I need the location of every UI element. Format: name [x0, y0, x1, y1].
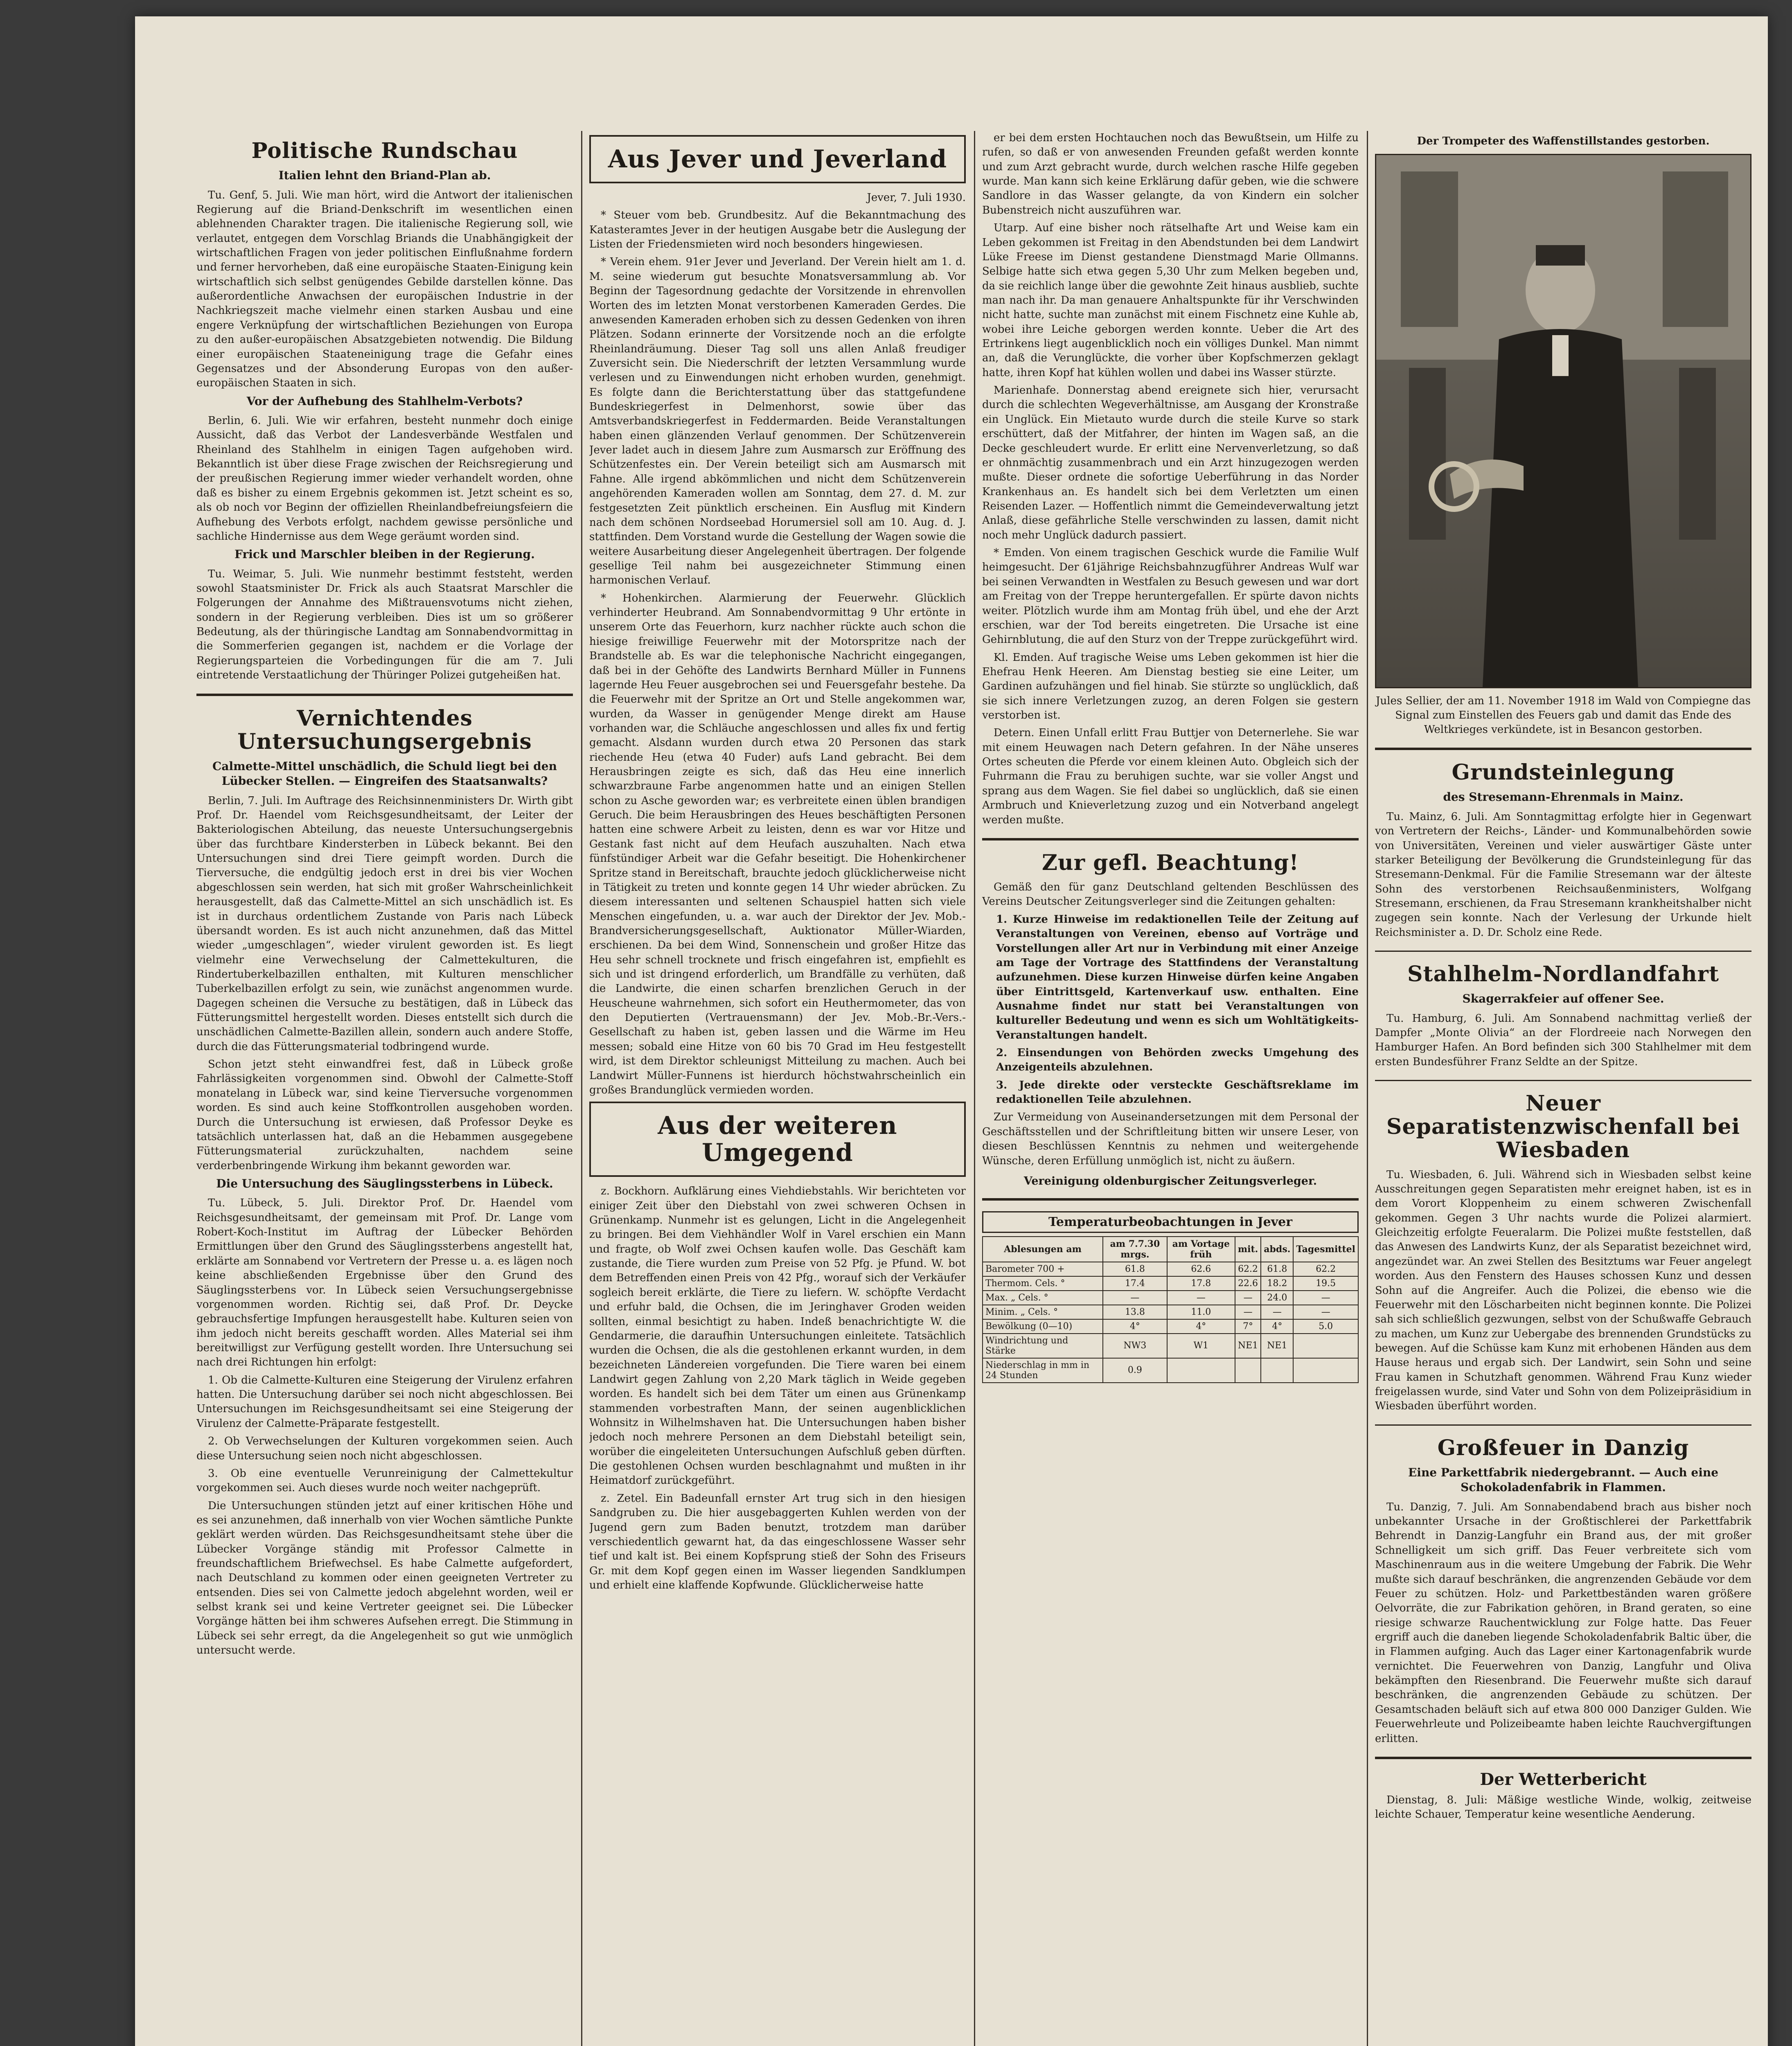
table-cell: 24.0: [1261, 1291, 1293, 1305]
weather-table: [982, 1236, 1359, 1383]
article-text: Tu. Lübeck, 5. Juli. Direktor Prof. Dr. Haendel vom Reichsgesundheitsamt, der gemeinsam mit Prof. Dr. Lange vom Robert-Koch-Institut im Auftrag der Lübecker Behörden Ermittlungen über den Grund des Säuglingssterbens angestellt hat, erklärte am Sonnabend vor Vertretern der Presse u. a. es lägen noch keine abschließenden Ergebnisse über den Grund des Säuglingssterbens vor. In Lübeck seien Versuchungsergebnisse vorgenommen worden. Richtig sei, daß Prof. Dr. Deycke gebrauchsfertige Impfungen herausgestellt habe. Kulturen seien von ihm jedoch nicht bereits geschafft worden. Alles Material sei ihm bereitwilligst zur Verfügung gestellt worden. Ihre Untersuchung sei nach drei Richtungen hin erfolgt:: [196, 1197, 573, 1369]
table-cell: —: [1167, 1291, 1235, 1305]
table-cell: Niederschlag in mm in 24 Stunden: [983, 1358, 1103, 1383]
article-text: Tu. Weimar, 5. Juli. Wie nunmehr bestimmt feststeht, werden sowohl Staatsminister Dr. Frick als auch Staatsrat Marschler die Folgerungen der Annahme des Mißtrauensvotums nicht ziehen, sondern in der Regierung verbleiben. Dies ist um so größerer Bedeutung, als der thüringische Landtag am Sonnabendvormittag in die Sommerferien gegangen ist, nachdem er die Vorlage der Regierungsparteien die Vorbedingungen für die am 7. Juli eintretende Verstaatlichung der Thüringer Polizei gutgeheißen hat.: [196, 568, 573, 682]
column-rule: [581, 131, 582, 2046]
table-cell: NE1: [1261, 1334, 1293, 1358]
weather-table-header: [983, 1237, 1358, 1262]
photo-headline: Der Trompeter des Waffenstillstandes gestorben.: [1417, 135, 1710, 147]
article-text: * Verein ehem. 91er Jever und Jeverland. Der Verein hielt am 1. d. M. seine wiederum gut besuchte Monatsversammlung ab. Vor Beginn der Tagesordnung gedachte der Vorsitzende in ehrenvollen Worten des im letzten Monat verstorbenen Kameraden Gerdes. Die anwesenden Kameraden erhoben sich zu dessen Gedenken von ihren Plätzen. Sodann erinnerte der Vorsitzende noch an die erfolgte Rheinlandräumung. Dieser Tag soll uns allen Anlaß freudiger Zuversicht sein. Die Niederschrift der letzten Versammlung wurde verlesen und zu Einwendungen nicht erhoben wurden, genehmigt. Es folgte dann die Berichterstattung über das stattgefundene Bundeskriegerfest in Delmenhorst, sowie über das Amtsverbandskriegerfest in Feddermarden. Beide Veranstaltungen haben einen glänzenden Verlauf genommen. Der Schützenverein Jever ladet auch in diesem Jahre zum Ausmarsch zur Eröffnung des Schützenfestes ein. Der Verein beteiligt sich am Ausmarsch mit Fahne. Alle irgend abkömmlichen und nicht dem Schützenverein angehörenden Kameraden wollen am Sonntag, dem 27. d. M. zur festgesetzten Zeit pünktlich erscheinen. Ein Ausflug mit Kindern nach dem schönen Nordseebad Horumersiel soll am 10. Aug. d. J. stattfinden. Dem Vorstand wurde die Gestellung der Wagen sowie die weitere Ausarbeitung dieser Angelegenheit übertragen. Der folgende gesellige Teil nahm bei ausgezeichneter Stimmung einen harmonischen Verlauf.: [589, 256, 966, 587]
article-text: Berlin, 7. Juli. Im Auftrage des Reichsinnenministers Dr. Wirth gibt Prof. Dr. Haendel vom Reichsgesundheitsamt, der Leiter der Bakteriologischen Abteilung, das neueste Untersuchungsergebnis über das furchtbare Kindersterben in Lübeck bekannt. Bei den Untersuchungen sind drei Tiere geimpft worden. Durch die Tierversuche, die endgültig jedoch erst in drei bis vier Wochen abgeschlossen sein werden, hat sich mit großer Wahrscheinlichkeit herausgestellt, daß das Calmette-Mittel an sich unschädlich ist. Es ist in durchaus ordentlichem Zustande von Paris nach Lübeck übersandt worden. Es ist auch nicht anzunehmen, daß das Mittel wieder „umgeschlagen“, wieder virulent geworden ist. Es liegt vielmehr eine Verwechselung der Calmettekulturen, die Rindertuberkelbazillen enthalten, mit Kulturen menschlicher Tuberkelbazillen erfolgt zu sein, wie zunächst angenommen wurde. Dagegen scheinen die Versuche zu bestätigen, daß in Lübeck das Fütterungsmittel hergestellt worden. Dieses entstellt sich durch die unschädlichen Calmette-Bazillen allein, sondern auch andere Stoffe, durch die das Fütterungsmaterial todbringend wurde.: [196, 794, 573, 1053]
article-subhead: Calmette-Mittel unschädlich, die Schuld liegt bei den Lübecker Stellen. — Eingreifen des Staatsanwalts?: [212, 759, 557, 788]
table-cell: —: [1261, 1305, 1293, 1319]
divider: [1375, 748, 1751, 750]
table-cell: [1235, 1358, 1261, 1383]
column-4: [1375, 131, 1751, 2046]
table-cell: 4°: [1103, 1319, 1167, 1334]
table-cell: 17.4: [1103, 1276, 1167, 1291]
table-header-cell: am Vortage früh: [1167, 1237, 1235, 1262]
article-text: * Emden. Von einem tragischen Geschick wurde die Familie Wulf heimgesucht. Der 61jährige Reichsbahnzugführer Andreas Wulf war bei seinen Verwandten in Westfalen zu Besuch gewesen und war dort am Freitag von der Treppe heruntergefallen. Er spürte davon nichts weiter. Plötzlich wurde ihm am Montag früh übel, und ehe der Arzt erschien, war der Tod bereits eingetreten. Die Ursache ist eine Gehirnblutung, die auf den Sturz von der Treppe zurückgeführt wird.: [982, 547, 1359, 646]
table-cell: 17.8: [1167, 1276, 1235, 1291]
table-cell: [1167, 1358, 1235, 1383]
article-text: * Steuer vom beb. Grundbesitz. Auf die Bekanntmachung des Katasteramtes Jever in der heutigen Ausgabe betr die Auslegung der Listen der Friedensmieten wird noch besonders hingewiesen.: [589, 209, 966, 251]
notice-text: Gemäß den für ganz Deutschland geltenden Beschlüssen des Vereins Deutscher Zeitungsverleger sind die Zeitungen gehalten:: [982, 881, 1359, 908]
article-headline: Großfeuer in Danzig: [1437, 1435, 1689, 1460]
notice-signature: Vereinigung oldenburgischer Zeitungsverleger.: [1023, 1174, 1317, 1187]
article-text: Marienhafe. Donnerstag abend ereignete sich hier, verursacht durch die schlechten Wegeverhältnisse, am Ausgang der Kronstraße ein Unglück. Ein Mietauto wurde durch die steile Kurve so stark erschüttert, daß der Mitfahrer, der hinten im Wagen saß, an die Decke geschleudert wurde. Er erlitt eine Nervenverletzung, so daß er ohnmächtig zusammenbrach und ein Arzt hinzugezogen werden mußte. Dieser ordnete die sofortige Ueberführung in das Norder Krankenhaus an. Es handelt sich bei dem Verletzten um einen Reisenden Lazer. — Hoffentlich nimmt die Gemeindeverwaltung jetzt Anlaß, diese gefährliche Stelle verschwinden zu lassen, damit nicht noch mehr Unglück dadurch passiert.: [982, 384, 1359, 541]
table-row: [983, 1291, 1358, 1305]
article-subhead: Italien lehnt den Briand-Plan ab.: [278, 169, 491, 183]
article-text: Detern. Einen Unfall erlitt Frau Buttjer von Deternerlehe. Sie war mit einem Heuwagen nach Detern gefahren. In der Nähe unseres Ortes scheuten die Pferde vor einem kleinen Auto. Obgleich sich der Fuhrmann die Frau zu beruhigen suchte, war sie voller Angst und sprang aus dem Wagen. Sie fiel dabei so unglücklich, daß sie einen Armbruch und Knieverletzung zuzog und ein Notverband angelegt werden mußte.: [982, 727, 1359, 826]
notice-item: 3. Jede direkte oder versteckte Geschäftsreklame im redaktionellen Teile abzulehnen.: [996, 1079, 1359, 1106]
article-text: Schon jetzt steht einwandfrei fest, daß in Lübeck große Fahrlässigkeiten vorgenommen sind. Obwohl der Calmette-Stoff monatelang in Lübeck war, sind keine Tierversuche vorgenommen worden. Es sind auch keine Stoffkontrollen ausgehoben worden. Durch die Untersuchung ist erwiesen, daß Professor Deyke es tatsächlich unterlassen hat, daß an die Hebammen ausgegebene Fütterungsmaterial zurückzuhalten, nachdem seine verderbenbringende Wirkung ihm bekannt geworden war.: [196, 1058, 573, 1172]
article-text: Kl. Emden. Auf tragische Weise ums Leben gekommen ist hier die Ehefrau Henk Heeren. Am Dienstag bestieg sie eine Leiter, um Gardinen aufzuhängen und fiel hinab. Sie stürzte so unglücklich, daß sie sich innere Verletzungen zuzog, an deren Folgen sie gestern verstorben ist.: [982, 651, 1359, 722]
article-text: Tu. Mainz, 6. Juli. Am Sonntagmittag erfolgte hier in Gegenwart von Vertretern der Reichs-, Länder- und Kommunalbehörden sowie von Universitäten, Vereinen und vieler auswärtiger Gäste unter starker Beteiligung der Bevölkerung die Grundsteinlegung für das Stresemann-Denkmal. Für die Familie Stresemann war der älteste Sohn des verstorbenen Reichsaußenministers, Wolfgang Stresemann, erschienen, da Frau Stresemann krankheitshalber nicht zugegen sein konnte. Nach der Verlesung der Urkunde hielt Reichsminister a. D. Dr. Scholz eine Rede.: [1375, 810, 1751, 939]
table-cell: 13.8: [1103, 1305, 1167, 1319]
article-headline: Stahlhelm-Nordlandfahrt: [1407, 962, 1719, 987]
table-cell: —: [1293, 1291, 1358, 1305]
divider: [1375, 1757, 1751, 1759]
trumpeter-photo-illustration: [1376, 155, 1751, 687]
table-cell: —: [1293, 1305, 1358, 1319]
news-photo: [1375, 154, 1751, 688]
article-text: 1. Ob die Calmette-Kulturen eine Steigerung der Virulenz erfahren hatten. Die Untersuchung darüber sei noch nicht abgeschlossen. Bei Untersuchungen im Reichsgesundheitsamt sei eine Steigerung der Virulenz der Calmette-Präparate festgestellt.: [196, 1374, 573, 1430]
table-cell: NW3: [1103, 1334, 1167, 1358]
table-cell: 62.6: [1167, 1262, 1235, 1276]
article-subhead: Vor der Aufhebung des Stahlhelm-Verbots?: [246, 394, 523, 408]
column-1: [196, 131, 573, 2046]
section-header-box: [589, 135, 966, 183]
table-cell: Barometer 700 +: [983, 1262, 1103, 1276]
newspaper-page: [135, 16, 1768, 2046]
table-cell: 5.0: [1293, 1319, 1358, 1334]
table-cell: NE1: [1235, 1334, 1261, 1358]
notice-item: 1. Kurze Hinweise im redaktionellen Teile der Zeitung auf Veranstaltungen von Vereinen, ebenso auf Vorträge und Vorstellungen aller Art nur in Verbindung mit einer Anzeige am Tage der Vortrage des Stattfindens der Veranstaltung aufzunehmen. Diese kurzen Hinweise dürfen keine Angaben über Eintrittsgeld, Kartenverkauf usw. enthalten. Eine Ausnahme findet nur statt bei Veranstaltungen von kultureller Bedeutung und wenn es sich um Wohltätigkeits-Veranstaltungen handelt.: [996, 913, 1359, 1041]
weather-table-body: [983, 1262, 1358, 1383]
column-2: [589, 131, 966, 2046]
photo-caption: Jules Sellier, der am 11. November 1918 im Wald von Compiegne das Signal zum Einstellen des Feuers gab und damit das Ende des Weltkrieges verkündete, ist in Besancon gestorben.: [1375, 695, 1751, 736]
article-text: Tu. Hamburg, 6. Juli. Am Sonnabend nachmittag verließ der Dampfer „Monte Olivia“ an der Flordreeie nach Norwegen den Hamburger Hafen. An Bord befinden sich 300 Stahlhelmer mit dem ersten Bundesführer Franz Seldte an der Spitze.: [1375, 1012, 1751, 1068]
divider: [1375, 951, 1751, 952]
table-cell: 11.0: [1167, 1305, 1235, 1319]
table-header-cell: Tagesmittel: [1293, 1237, 1358, 1262]
article-headline: Neuer Separatistenzwischenfall bei Wiesbaden: [1386, 1091, 1740, 1163]
column-3: [982, 131, 1359, 2046]
article-subhead: Die Untersuchung des Säuglingssterbens in Lübeck.: [216, 1177, 553, 1190]
table-cell: 19.5: [1293, 1276, 1358, 1291]
table-cell: Bewölkung (0—10): [983, 1319, 1103, 1334]
section-title: Aus der weiteren Umgegend: [658, 1111, 897, 1167]
table-cell: 7°: [1235, 1319, 1261, 1334]
table-row: [983, 1305, 1358, 1319]
table-row: [983, 1276, 1358, 1291]
table-cell: [1293, 1358, 1358, 1383]
table-cell: —: [1235, 1291, 1261, 1305]
article-text: z. Zetel. Ein Badeunfall ernster Art trug sich in den hiesigen Sandgruben zu. Die hier ausgebaggerten Kuhlen werden von der Jugend gern zum Baden benutzt, trotzdem man darüber verschiedentlich gewarnt hat, da das eingeschlossene Wasser sehr tief und kalt ist. Bei einem Kopfsprung stieß der Sohn des Friseurs Gr. mit dem Kopf gegen einen im Wasser liegenden Sandklumpen und erhielt eine klaffende Kopfwunde. Glücklicherweise hatte: [589, 1492, 966, 1591]
table-cell: —: [1235, 1305, 1261, 1319]
section-title: Aus Jever und Jeverland: [608, 145, 947, 174]
table-cell: 18.2: [1261, 1276, 1293, 1291]
article-text: er bei dem ersten Hochtauchen noch das Bewußtsein, um Hilfe zu rufen, so daß er von anwesenden Freunden gefaßt werden konnte und zum Arzt gebracht wurde, durch welchen rasche Hilfe gegeben wurde. Man kann sich keine Erklärung dafür geben, wie die schwere Sandlore in das Wasser gelangte, da von Kindern ein solcher Bubenstreich nicht auszuführen war.: [982, 132, 1359, 216]
table-row: [983, 1262, 1358, 1276]
table-row: [983, 1319, 1358, 1334]
table-cell: Windrichtung und Stärke: [983, 1334, 1103, 1358]
table-cell: Minim. „ Cels. °: [983, 1305, 1103, 1319]
table-cell: [1293, 1334, 1358, 1358]
article-subhead: Skagerrakfeier auf offener See.: [1462, 992, 1664, 1006]
table-cell: Max. „ Cels. °: [983, 1291, 1103, 1305]
divider: [1375, 1080, 1751, 1081]
table-cell: —: [1103, 1291, 1167, 1305]
weather-table-title: Temperaturbeobachtungen in Jever: [982, 1211, 1359, 1233]
column-rule: [974, 131, 975, 2046]
notice-list: [982, 913, 1359, 1107]
table-cell: W1: [1167, 1334, 1235, 1358]
table-cell: 4°: [1261, 1319, 1293, 1334]
article-text: 3. Ob eine eventuelle Verunreinigung der Calmettekultur vorgekommen sei. Auch dieses wurde noch weiter nachgeprüft.: [196, 1467, 573, 1494]
article-headline: Grundsteinlegung: [1452, 760, 1675, 785]
table-cell: 61.8: [1103, 1262, 1167, 1276]
article-text: Tu. Genf, 5. Juli. Wie man hört, wird die Antwort der italienischen Regierung auf die Briand-Denkschrift im wesentlichen einen ablehnenden Charakter tragen. Die italienische Regierung soll, wie verlautet, entgegen dem Vorschlag Briands die Unabhängigkeit der wirtschaftlichen Fragen von jeder politischen Einflußnahme fordern und ferner hervorheben, daß eine europäische Staaten-Einigung kein wirtschaftlich sich selbst genügendes Gebilde darstellen könne. Das außerordentliche Anwachsen der europäischen Industrie in der Nachkriegszeit mache vielmehr einen starken Ausbau und eine engere Verknüpfung der wirtschaftlichen Beziehungen von Europa zu den außer-europäischen Absatzgebieten notwendig. Die Bildung einer europäischen Staateneinigung trage die Gefahr eines Gegensatzes und der Absonderung Europas von den außer-europäischen Staaten in sich.: [196, 189, 573, 390]
weather-report-text: Dienstag, 8. Juli: Mäßige westliche Winde, wolkig, zeitweise leichte Schauer, Temperatur keine wesentliche Aenderung.: [1375, 1794, 1751, 1821]
notice-item: 2. Einsendungen von Behörden zwecks Umgehung des Anzeigenteils abzulehnen.: [996, 1047, 1359, 1074]
article-subhead: Eine Parkettfabrik niedergebrannt. — Auch eine Schokoladenfabrik in Flammen.: [1408, 1465, 1719, 1494]
notice-title: Zur gefl. Beachtung!: [1041, 850, 1299, 875]
section-title: Politische Rundschau: [251, 138, 518, 163]
table-cell: 4°: [1167, 1319, 1235, 1334]
table-header-cell: mit.: [1235, 1237, 1261, 1262]
column-rule: [1367, 131, 1368, 2046]
article-text: * Hohenkirchen. Alarmierung der Feuerwehr. Glücklich verhinderter Heubrand. Am Sonnabendvormittag 9 Uhr ertönte in unserem Orte das Feuerhorn, kurz nachher rückte auch schon die hiesige freiwillige Feuerwehr mit der Motorspritze nach der Brandstelle ab. Es war die telephonische Nachricht eingegangen, daß bei in der Gehöfte des Landwirts Bernhard Müller in Funnens lagernde Heu Feuer ausgebrochen sei und Feuersgefahr bestehe. Da die Feuerwehr mit der Spritze an Ort und Stelle angekommen war, wurden, da Wasser in genügender Menge direkt am Hause vorhanden war, die Schläuche angeschlossen und alles fix und fertig gemacht. Alsdann wurden durch etwa 20 Personen das stark riechende Heu (etwa 40 Fuder) aufs Land gebracht. Bei dem Herausbringen zeigte es sich, daß das Heu eine innerlich schwarzbraune Farbe angenommen hatte und an einigen Stellen schon zu Asche geworden war; es verbreitete einen üblen brandigen Geruch. Die beim Herausbringen des Heues beschäftigten Personen hatten eine schwere Arbeit zu leisten, denn es war vor Hitze und Gestank fast nicht auf dem Heufach auszuhalten. Nach etwa fünfstündiger Arbeit war die Gefahr beseitigt. Die Hohenkirchener Spritze stand in Bereitschaft, brauchte jedoch glücklicherweise nicht in Tätigkeit zu treten und konnte gegen 14 Uhr wieder abrücken. Zu diesem interessanten und seltenen Schauspiel hatten sich viele Menschen eingefunden, u. a. war auch der Direktor der Jev. Mob.-Brandversicherungsgesellschaft, Auktionator Müller-Wiarden, erschienen. Da bei dem Wind, Sonnenschein und großer Hitze das Heu sehr schnell trocknete und frisch eingefahren ist, empfiehlt es sich und ist dringend erforderlich, um Brandfälle zu verhüten, daß die Landwirte, die einen scharfen brenzlichen Geruch in der Heuscheune wahrnehmen, sich sofort ein Heuthermometer, das von den Deputierten (Vertrauensmann) der Jev. Mob.-Br.-Vers.-Gesellschaft zu haben ist, geben lassen und die Wärme im Heu messen; sobald eine Hitze von 60 bis 70 Grad im Heu festgestellt wird, ist dem Direktor schleunigst Mitteilung zu machen. Auch bei Landwirt Müller-Funnens ist hierdurch höchstwahrscheinlich ein großes Brandunglück vermieden worden.: [589, 592, 966, 1096]
article-subhead: Frick und Marschler bleiben in der Regierung.: [234, 548, 535, 561]
table-header-cell: abds.: [1261, 1237, 1293, 1262]
notice-text: Zur Vermeidung von Auseinandersetzungen mit dem Personal der Geschäftsstellen und der Schriftleitung bitten wir unsere Leser, von diesen Beschlüssen Kenntnis zu nehmen und weitergehende Wünsche, deren Erfüllung unmöglich ist, nicht zu äußern.: [982, 1111, 1359, 1167]
table-cell: Thermom. Cels. °: [983, 1276, 1103, 1291]
table-header-cell: am 7.7.30 mrgs.: [1103, 1237, 1167, 1262]
table-cell: 62.2: [1293, 1262, 1358, 1276]
table-row: [983, 1358, 1358, 1383]
article-text: 2. Ob Verwechselungen der Kulturen vorgekommen seien. Auch diese Untersuchung seien noch nicht abgeschlossen.: [196, 1435, 573, 1462]
article-text: Tu. Wiesbaden, 6. Juli. Während sich in Wiesbaden selbst keine Ausschreitungen gegen Separatisten mehr ereignet haben, ist es in dem Vorort Kloppenheim zu einem schweren Zwischenfall gekommen. Gegen 3 Uhr nachts wurde die Polizei alarmiert. Gleichzeitig erfolgte Feueralarm. Die Polizei mußte feststellen, daß das Anwesen des Landwirts Kunz, der als Separatist bezeichnet wird, angezündet war. An zwei Stellen des Besitztums war Feuer angelegt worden. Aus den Fenstern des Hauses schossen Kunz und dessen Sohn auf die Angreifer. Auch die Polizei, die ebenso wie die Feuerwehr mit den Löscharbeiten nicht beginnen konnte. Die Polizei sah sich schließlich gezwungen, selbst von der Schußwaffe Gebrauch zu machen, um Kunz zur Uebergabe des brennenden Grundstücks zu bewegen. Auf die Schüsse kam Kunz mit erhobenen Händen aus dem Hause heraus und ergab sich. Der Landwirt, sein Sohn und seine Frau kamen in Schutzhaft genommen. Während Frau Kunz wieder freigelassen wurde, sind Vater und Sohn von dem Polizeipräsidium in Wiesbaden überführt worden.: [1375, 1168, 1751, 1413]
divider: [196, 694, 573, 696]
table-header-cell: Ablesungen am: [983, 1237, 1103, 1262]
dateline: Jever, 7. Juli 1930.: [867, 192, 966, 204]
article-subhead: des Stresemann-Ehrenmals in Mainz.: [1443, 790, 1684, 804]
section-header-box: [589, 1102, 966, 1177]
article-text: Berlin, 6. Juli. Wie wir erfahren, besteht nunmehr doch einige Aussicht, daß das Verbot der Landesverbände Westfalen und Rheinland des Stahlhelm in einigen Tagen aufgehoben wird. Bekanntlich ist über diese Frage zwischen der Reichsregierung und der preußischen Regierung immer wieder verhandelt worden, ohne daß es bisher zu einem Ergebnis gekommen ist. Jetzt scheint es so, als ob noch vor Beginn der offiziellen Rheinlandbefreiungsfeiern die Aufhebung des Verbots erfolgt, nachdem gewisse persönliche und sachliche Hindernisse aus dem Wege geräumt worden sind.: [196, 415, 573, 543]
table-cell: [1261, 1358, 1293, 1383]
divider: [982, 1198, 1359, 1201]
weather-report-title: Der Wetterbericht: [1480, 1769, 1647, 1789]
article-text: Tu. Danzig, 7. Juli. Am Sonnabendabend brach aus bisher noch unbekannter Ursache in der Großtischlerei der Parkettfabrik Behrendt in Danzig-Langfuhr ein Brand aus, der mit großer Schnelligkeit um sich griff. Das Feuer verbreitete sich vom Maschinenraum aus in die weitere Umgebung der Fabrik. Die Wehr mußte sich darauf beschränken, die angrenzenden Gebäude vor dem Feuer zu schützen. Holz- und Parkettbeständen waren größere Oelvorräte, die zur Fabrikation gehören, in Brand geraten, so eine riesige schwarze Rauchentwicklung zur Folge hatte. Das Feuer ergriff auch die daneben liegende Schokoladenfabrik Baltic über, die in Flammen aufging. Auch das Lager einer Kartonagenfabrik wurde vernichtet. Die Feuerwehren von Danzig, Langfuhr und Oliva bekämpften den Riesenbrand. Die Feuerwehr mußte sich darauf beschränken, die angrenzenden Gebäude zu schützen. Der Gesamtschaden beläuft sich auf etwa 800 000 Danziger Gulden. Wie Feuerwehrleute und Polizeibeamte haben leichte Rauchvergiftungen erlitten.: [1375, 1501, 1751, 1745]
divider: [1375, 1424, 1751, 1426]
table-cell: 0.9: [1103, 1358, 1167, 1383]
article-text: z. Bockhorn. Aufklärung eines Viehdiebstahls. Wir berichteten vor einiger Zeit über den Diebstahl von zwei schweren Ochsen in Grünenkamp. Nunmehr ist es gelungen, Licht in die Angelegenheit zu bringen. Bei dem Viehhändler Wolf in Varel erschien ein Mann und fragte, ob Wolf zwei Ochsen kaufen wolle. Das Geschäft kam zustande, die Tiere wurden zum Preise von 52 Pfg. je Pfund. W. bot dem Betreffenden einen Preis von 42 Pfg., worauf sich der Verkäufer sogleich bereit erklärte, die Tiere zu liefern. W. schöpfte Verdacht und erfuhr bald, die Ochsen, die im Jeringhaver Groden weiden sollten, einmal besichtigt zu haben. Indeß benachrichtigte W. die Gendarmerie, die daraufhin Untersuchungen einleitete. Tatsächlich wurden die Ochsen, die als die gestohlenen erkannt wurden, in dem bezeichneten Ländereien vorgefunden. Die Tiere waren bei einem Landwirt gegen Zahlung von 2,20 Mark täglich in Weide gegeben worden. Es handelt sich bei dem Täter um einen aus Grünenkamp stammenden vorbestraften Mann, der seinen augenblicklichen Wohnsitz in Wilhelmshaven hat. Die Untersuchungen haben bisher jedoch noch mehrere Personen an dem Diebstahl beteiligt sein, worüber die eingeleiteten Untersuchungen Aufschluß geben dürften. Die gestohlenen Ochsen wurden beschlagnahmt und mußten in ihr Heimatdorf zurückgeführt.: [589, 1185, 966, 1487]
article-headline: Vernichtendes Untersuchungsergebnis: [237, 705, 532, 754]
article-text: Utarp. Auf eine bisher noch rätselhafte Art und Weise kam ein Leben gekommen ist Freitag in den Abendstunden bei dem Landwirt Lüke Freese im Dienst gestandene Dienstmagd Marie Ollmanns. Selbige hatte sich etwa gegen 5,30 Uhr zum Melken begeben und, da sie reichlich lange über die gewohnte Zeit hinaus ausblieb, suchte man nach ihr. Da man genauere Anhaltspunkte für ihr Verschwinden nicht hatte, suchte man zunächst mit einem Fischnetz eine Kuhle ab, wobei ihre Leiche geborgen werden konnte. Ueber die Art des Ertrinkens liegt augenblicklich noch ein völliges Dunkel. Man nimmt an, daß die Verunglückte, die vorher über Kopfschmerzen geklagt hatte, ihren Kopf hat kühlen wollen und dabei ins Wasser stürzte.: [982, 222, 1359, 379]
article-text: Die Untersuchungen stünden jetzt auf einer kritischen Höhe und es sei anzunehmen, daß innerhalb von vier Wochen sämtliche Punkte geklärt werden würden. Das Reichsgesundheitsamt stehe über die Lübecker Vorgänge ständig mit Professor Calmette in freundschaftlichem Briefwechsel. Es habe Calmette aufgefordert, nach Deutschland zu kommen oder einen geeigneten Vertreter zu entsenden. Dies sei von Calmette jedoch abgelehnt worden, weil er selbst krank sei und keine Vertreter geeignet sei. Die Lübecker Vorgänge hätten bei ihm schweres Aufsehen erregt. Die Stimmung in Lübeck sei sehr erregt, da die Angelegenheit so gut wie unmöglich untersucht werde.: [196, 1499, 573, 1657]
table-cell: 62.2: [1235, 1262, 1261, 1276]
table-cell: 22.6: [1235, 1276, 1261, 1291]
table-cell: 61.8: [1261, 1262, 1293, 1276]
table-row: [983, 1334, 1358, 1358]
divider: [982, 838, 1359, 840]
